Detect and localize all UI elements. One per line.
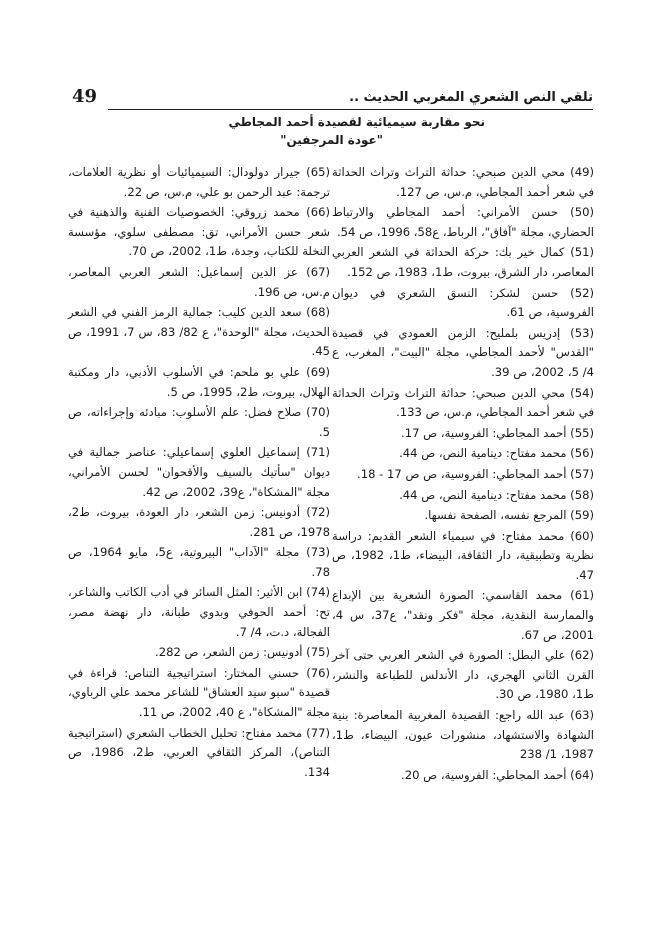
footnote-item [332, 646, 594, 705]
footnote-text: كمال خير بك: حركة الحداثة في الشعر العربي المعاصر، دار الشرق، بيروت، ط1، 1983، ص 152. [332, 245, 594, 279]
footnote-item [68, 203, 330, 262]
footnote-text: مجلة "الآداب" البيروتية، ع5، مايو 1964، ص 78. [68, 545, 330, 579]
footnote-number: (53) [570, 325, 594, 340]
footnote-number: (69) [306, 364, 330, 379]
footnote-text: إدريس بلمليح: الزمن العمودي في قصيدة "القدس" لأحمد المجاطي، مجلة "البيت"، المغرب، ع 4/ 5، 2002، ص 39. [332, 325, 594, 379]
footnote-text: أدونيس: زمن الشعر، دار العودة، بيروت، ط2، 1978، ص 281. [68, 505, 330, 539]
footnote-number: (68) [306, 305, 330, 320]
footnote-item [68, 363, 330, 402]
footnote-number: (76) [306, 665, 331, 680]
footnote-number: (75) [306, 645, 330, 660]
footnote-item [332, 465, 594, 485]
footnote-text: محمد مفتاح: تحليل الخطاب الشعري (استراتيجية التناص)، المركز الثقافي العربي، ط2، 1986، ص 134. [68, 725, 330, 779]
footnote-number: (54) [570, 385, 594, 400]
footnote-number: (65) [306, 165, 330, 179]
footnote-text: علي بو ملحم: في الأسلوب الأدبي، دار ومكتبة الهلال، بيروت، ط2، 1995، ص 5. [68, 364, 330, 399]
footnote-text: حسني المختار: استراتيجية التناص: قراءة في قصيدة "سبو سيد العشاق" للشاعر محمد علي الرباوي، مجلة "المشكاة"، ع 40، 2002، ص 11. [68, 665, 330, 720]
footnote-item [68, 263, 330, 302]
footnote-text: محمد زروقي: الخصوصيات الفنية والذهنية في شعر حسن الأمراني، تق: مصطفى سلوي، مؤسسة النخلة للكتاب، وجدة، ط1، 2002، ص 70. [68, 205, 330, 259]
footnote-text: سعد الدين كليب: جمالية الرمز الفني في الشعر الحديث، مجلة "الوحدة"، ع 82/ 83، س 7، 1991، ص 45. [68, 305, 331, 359]
footnote-item [68, 643, 330, 663]
footnote-number: (57) [570, 466, 594, 481]
running-title: تلقي النص الشعري المغربي الحديث .. [349, 90, 593, 105]
footnote-number: (63) [570, 708, 594, 723]
footnote-number: (58) [570, 487, 594, 502]
footnote-item [332, 163, 594, 202]
footnote-number: (74) [306, 585, 330, 600]
footnote-item [68, 443, 330, 502]
footnote-item [68, 503, 330, 542]
footnote-item [332, 384, 594, 423]
footnote-text: أحمد المجاطي: الفروسية، ص 20. [401, 767, 567, 782]
footnote-item [68, 724, 330, 783]
footnote-item [332, 586, 594, 645]
footnote-item [332, 444, 594, 464]
footnote-text: حسن الأمراني: أحمد المجاطي والارتباط الحضاري، مجلة "آفاق"، الرباط، ع58، 1996، ص 54. [332, 205, 594, 239]
footnote-number: (77) [306, 725, 330, 740]
footnote-number: (56) [570, 446, 594, 461]
footnote-number: (55) [570, 425, 594, 440]
footnote-number: (73) [306, 545, 330, 560]
footnote-text: محمد مفتاح: في سيمياء الشعر القديم: دراسة نظرية وتطبيقية، دار الثقافة، البيضاء، ط1، 1982، ص 47. [332, 528, 594, 582]
footnote-item [68, 583, 330, 642]
footnote-text: ابن الأثير: المثل السائر في أدب الكاتب والشاعر، تح: أحمد الحوفي وبدوي طبانة، دار نهضة مصر، الفجالة، د.ت، 4/ 7. [68, 585, 330, 639]
footnote-item [332, 324, 594, 383]
footnote-item [68, 163, 330, 202]
footnote-item [68, 403, 330, 442]
footnote-item [68, 303, 330, 362]
header-rule [108, 109, 593, 110]
footnote-item [68, 664, 330, 723]
footnote-number: (72) [306, 505, 331, 520]
footnote-item [332, 203, 594, 242]
footnote-number: (64) [570, 767, 594, 782]
footnote-text: أحمد المجاطي: الفروسية، ص ص 17 - 18. [357, 466, 567, 481]
footnote-item [332, 527, 594, 586]
footnote-item [332, 766, 594, 786]
footnote-item [332, 506, 594, 526]
footnote-number: (67) [306, 264, 330, 279]
footnote-number: (62) [570, 648, 594, 663]
footnote-item [332, 284, 594, 323]
footnote-text: محمد مفتاح: دينامية النص، ص 44. [399, 487, 567, 502]
footnote-text: جيرار دولودال: السيميائيات أو نظرية العلامات، ترجمة: عبد الرحمن بو علي، م.س، ص 22. [68, 165, 330, 199]
article-subtitle-poem: "عودة المرجفين" [280, 133, 383, 147]
footnote-text: علي البطل: الصورة في الشعر العربي حتى آخر القرن الثاني الهجري، دار الأندلس للطباعة والنشر، ط1، 1980، ص 30. [332, 648, 594, 702]
article-subtitle: نحو مقاربة سيميائية لقصيدة أحمد المجاطي [228, 115, 485, 129]
footnote-number: (70) [306, 405, 330, 420]
footnote-number: (59) [570, 508, 594, 523]
footnote-item [332, 243, 594, 282]
footnote-number: (50) [570, 205, 594, 220]
footnote-item [332, 486, 594, 506]
footnote-number: (51) [570, 245, 595, 260]
footnote-number: (60) [570, 528, 595, 543]
footnote-text: صلاح فضل: علم الأسلوب: مبادئه وإجراءاته، ص 5. [68, 405, 330, 439]
footnote-item [68, 543, 330, 582]
footnote-number: (71) [306, 445, 331, 460]
footnote-number: (66) [306, 205, 330, 220]
footnote-number: (61) [570, 588, 594, 603]
footnote-text: محمد القاسمي: الصورة الشعرية بين الإبداع والممارسة النقدية، مجلة "فكر ونقد"، ع37، س 4، 2001، ص 67. [332, 588, 595, 642]
footnote-item [332, 706, 594, 765]
footnote-text: محمد مفتاح: دينامية النص، ص 44. [399, 446, 567, 461]
footnote-text: المرجع نفسه، الصفحة نفسها. [424, 508, 567, 523]
footnote-text: أحمد المجاطي: الفروسية، ص 17. [401, 425, 567, 440]
footnote-text: محي الدين صبحي: حداثة التراث وتراث الحداثة في شعر أحمد المجاطي، م.س، ص 127. [332, 165, 594, 199]
footnote-text: عز الدين إسماعيل: الشعر العربي المعاصر، م.س، ص 196. [68, 264, 330, 299]
footnote-text: عبد الله راجع: القصيدة المغربية المعاصرة: بنية الشهادة والاستشهاد، منشورات عيون، البيضاء، ط1، 1987، 1/ 238 [332, 708, 594, 762]
footnotes-left-column [68, 163, 330, 783]
footnote-text: إسماعيل العلوي إسماعيلي: عناصر جمالية في ديوان "سأتيك بالسيف والأقحوان" لحسن الأمراني، مجلة "المشكاة"، ع39، 2002، ص 42. [68, 445, 330, 499]
footnote-text: محي الدين صبحي: حداثة التراث وتراث الحداثة في شعر أحمد المجاطي، م.س، ص 133. [332, 385, 594, 420]
footnote-item [332, 424, 594, 444]
footnote-text: حسن لشكر: النسق الشعري في ديوان الفروسية، ص 61. [332, 285, 594, 320]
footnote-number: (52) [570, 285, 594, 300]
footnote-number: (49) [570, 165, 594, 179]
page-number: 49 [72, 86, 98, 107]
footnotes-right-column [332, 163, 594, 786]
footnote-text: أدونيس: زمن الشعر، ص 282. [155, 645, 303, 660]
